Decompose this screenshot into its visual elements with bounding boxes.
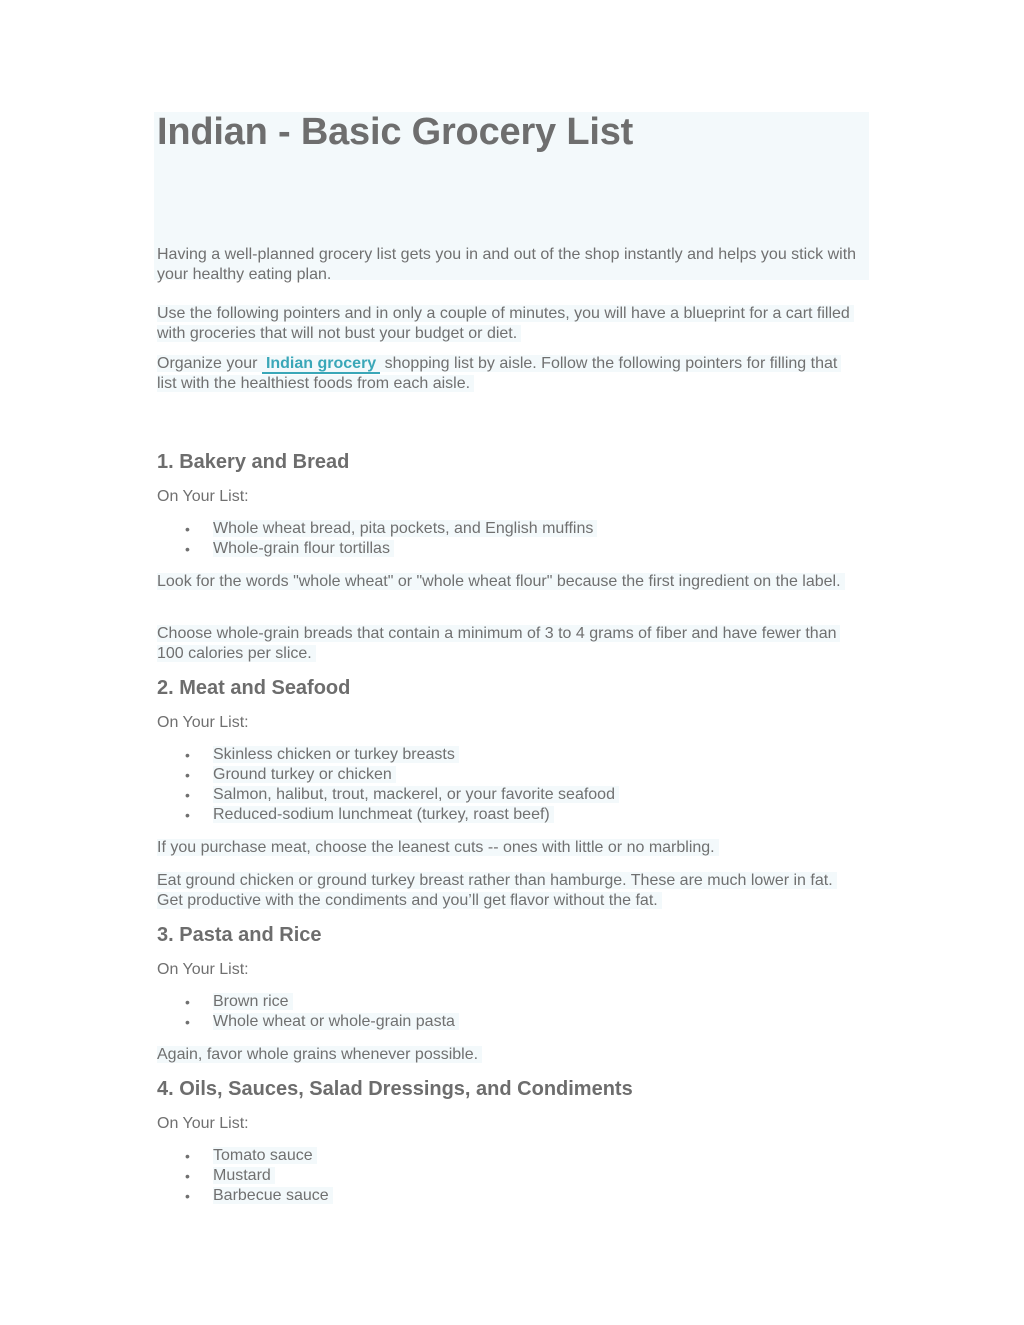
section-heading-bakery: 1. Bakery and Bread xyxy=(157,451,350,473)
intro-paragraph-1: Having a well-planned grocery list gets you in and out of the shop instantly and helps you stick with your healthy eating plan. xyxy=(157,246,857,283)
intro-paragraph-3: Organize your Indian grocery shopping list by aisle. Follow the following pointers for filling that list with the healthiest foods from each aisle. xyxy=(157,354,857,394)
bullet-icon: • xyxy=(185,521,190,537)
on-your-list-label: On Your List: xyxy=(157,961,249,978)
meat-note-2: Eat ground chicken or ground turkey breast rather than hamburge. These are much lower in fat. Get productive with the condiments and you’ll get flavor without the fat. xyxy=(157,871,862,911)
list-item: • Whole-grain flour tortillas xyxy=(157,539,597,559)
list-item: • Salmon, halibut, trout, mackerel, or your favorite seafood xyxy=(157,785,619,805)
bullet-icon: • xyxy=(185,807,190,823)
pasta-note-1: Again, favor whole grains whenever possible. xyxy=(157,1045,857,1065)
condiments-list xyxy=(157,1146,333,1206)
list-item: • Whole wheat or whole-grain pasta xyxy=(157,1012,459,1032)
section-heading-condiments: 4. Oils, Sauces, Salad Dressings, and Condiments xyxy=(157,1078,633,1100)
bullet-icon: • xyxy=(185,994,190,1010)
on-your-list-label: On Your List: xyxy=(157,1115,249,1132)
list-item: • Ground turkey or chicken xyxy=(157,765,619,785)
list-item: • Mustard xyxy=(157,1166,333,1186)
section-heading-pasta: 3. Pasta and Rice xyxy=(157,924,322,946)
bullet-icon: • xyxy=(185,747,190,763)
indian-grocery-link[interactable]: Indian grocery xyxy=(262,355,380,374)
bullet-icon: • xyxy=(185,541,190,557)
bakery-list xyxy=(157,519,597,559)
list-item: • Barbecue sauce xyxy=(157,1186,333,1206)
bullet-icon: • xyxy=(185,1148,190,1164)
list-item: • Reduced-sodium lunchmeat (turkey, roast beef) xyxy=(157,805,619,825)
bullet-icon: • xyxy=(185,767,190,783)
meat-list xyxy=(157,745,619,825)
bullet-icon: • xyxy=(185,1168,190,1184)
list-item: • Brown rice xyxy=(157,992,459,1012)
intro-paragraph-2: Use the following pointers and in only a couple of minutes, you will have a blueprint for a cart filled with groceries that will not bust your budget or diet. xyxy=(157,304,869,344)
meat-note-1: If you purchase meat, choose the leanest cuts -- ones with little or no marbling. xyxy=(157,838,857,858)
page-title: Indian - Basic Grocery List xyxy=(157,111,634,153)
list-item: • Tomato sauce xyxy=(157,1146,333,1166)
bullet-icon: • xyxy=(185,1014,190,1030)
bakery-note-1: Look for the words "whole wheat" or "whole wheat flour" because the first ingredient on the label. xyxy=(157,572,857,592)
list-item: • Skinless chicken or turkey breasts xyxy=(157,745,619,765)
bullet-icon: • xyxy=(185,1188,190,1204)
section-heading-meat: 2. Meat and Seafood xyxy=(157,677,351,699)
bakery-note-2: Choose whole-grain breads that contain a minimum of 3 to 4 grams of fiber and have fewer than 100 calories per slice. xyxy=(157,624,857,664)
list-item: • Whole wheat bread, pita pockets, and English muffins xyxy=(157,519,597,539)
bullet-icon: • xyxy=(185,787,190,803)
on-your-list-label: On Your List: xyxy=(157,714,249,731)
pasta-list xyxy=(157,992,459,1032)
on-your-list-label: On Your List: xyxy=(157,488,249,505)
